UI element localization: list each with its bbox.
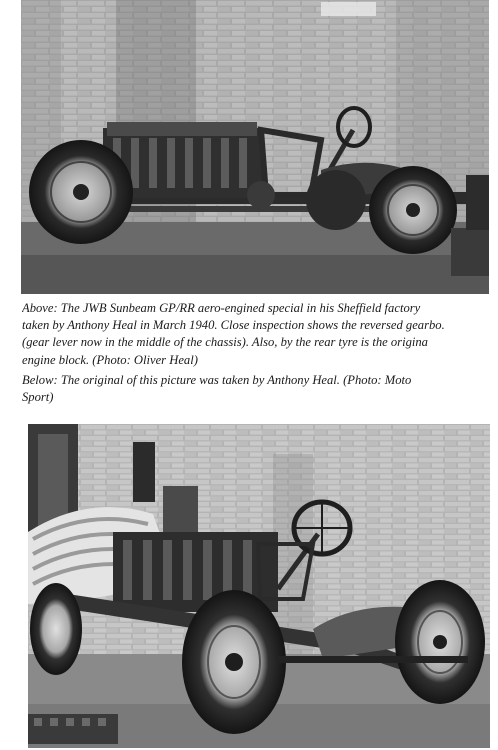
bottom-photo-image (28, 424, 490, 748)
caption-above-line: taken by Anthony Heal in March 1940. Close inspection shows the reversed gearbo. (22, 318, 445, 333)
caption-below (22, 372, 498, 406)
caption-below-line: Below: The original of this picture was taken by Anthony Heal. (Photo: Moto (22, 373, 412, 387)
caption-above-line: (gear lever now in the middle of the chassis). Also, by the rear tyre is the origina (22, 335, 428, 350)
caption-below-line: Sport) (22, 390, 54, 405)
caption-above (22, 300, 498, 369)
top-photo (21, 0, 489, 294)
caption-above-line: Above: The JWB Sunbeam GP/RR aero-engined special in his Sheffield factory (22, 301, 421, 315)
bottom-photo (28, 424, 490, 748)
caption-above-line: engine block. (Photo: Oliver Heal) (22, 352, 198, 367)
top-photo-image (21, 0, 489, 294)
